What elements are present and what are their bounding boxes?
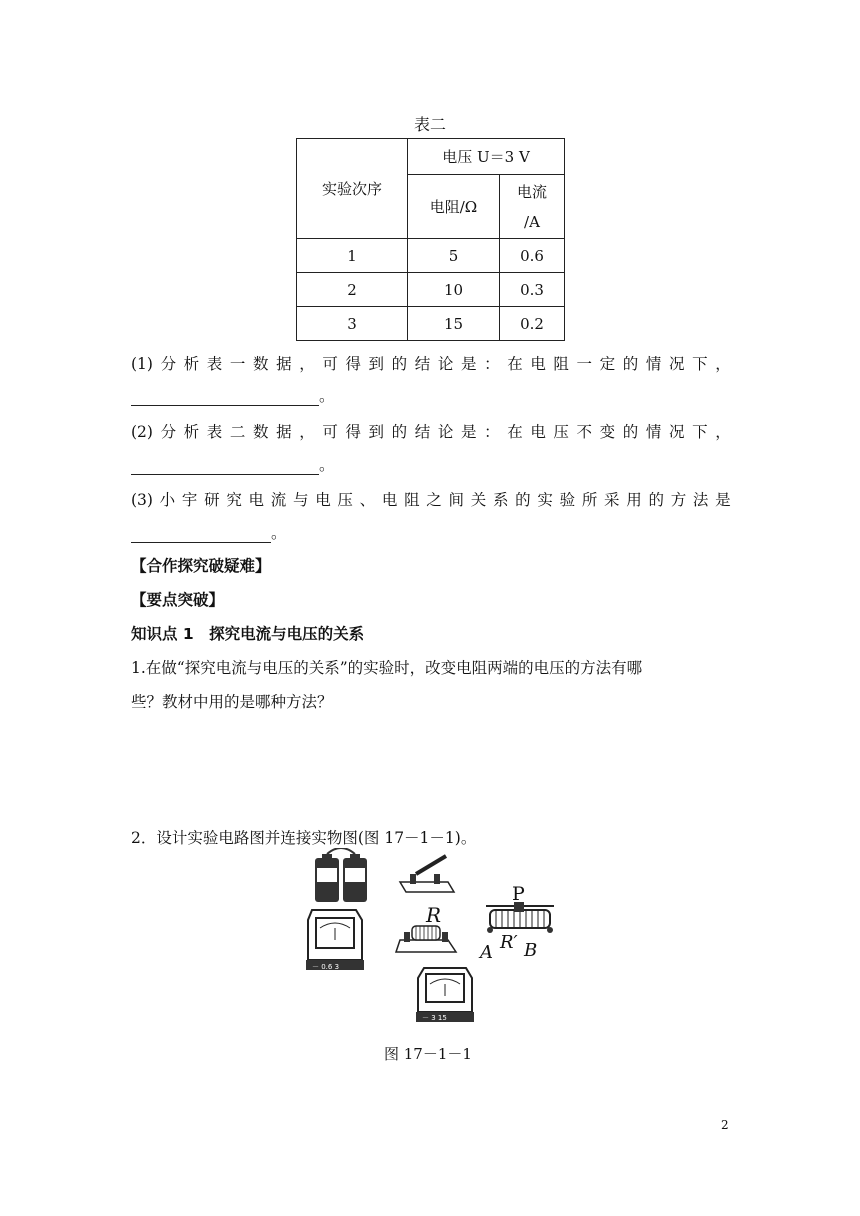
header-current-line1: 电流 (516, 182, 547, 201)
data-table (296, 138, 565, 341)
voltmeter-icon[interactable] (416, 968, 474, 1022)
row2-resistance: 10 (408, 273, 500, 307)
question-2-line1: (2) 分 析 表 二 数 据 ， 可 得 到 的 结 论 是 ： 在 电 压 不 变 的 情 况 下 ， (131, 423, 731, 441)
header-voltage: 电压 U＝3 V (408, 139, 565, 175)
row3-order: 3 (297, 307, 408, 341)
row1-current: 0.6 (500, 239, 565, 273)
section-key-points: 【要点突破】 (131, 591, 225, 609)
answer-blank-3[interactable] (131, 528, 271, 543)
row3-resistance: 15 (408, 307, 500, 341)
label-A: A (480, 942, 493, 963)
rheostat-icon[interactable] (478, 883, 554, 963)
label-P: P (512, 883, 525, 905)
row3-current: 0.2 (500, 307, 565, 341)
header-current-line2: /A (524, 212, 540, 231)
question-3-answer: 。 (131, 523, 287, 543)
table-title: 表二 (414, 115, 447, 134)
ammeter-icon[interactable] (306, 910, 364, 971)
row2-current: 0.3 (500, 273, 565, 307)
header-resistance: 电阻/Ω (408, 175, 500, 239)
page-number: 2 (721, 1118, 729, 1132)
answer-blank-2[interactable] (131, 460, 319, 475)
switch-icon[interactable] (400, 856, 454, 892)
label-R: R (426, 903, 442, 927)
item-1-line1: 1.在做“探究电流与电压的关系”的实验时，改变电阻两端的电压的方法有哪 (131, 659, 643, 677)
voltmeter-scale: － 3 15 (422, 1014, 447, 1022)
header-current (500, 175, 565, 239)
question-3-line1: (3) 小 宇 研 究 电 流 与 电 压 、 电 阻 之 间 关 系 的 实 验 所 采 用 的 方 法 是 (131, 491, 731, 509)
battery-icon[interactable] (315, 848, 367, 902)
question-1-line1: (1) 分 析 表 一 数 据 ， 可 得 到 的 结 论 是 ： 在 电 阻 一 定 的 情 况 下 ， (131, 355, 731, 373)
row2-order: 2 (297, 273, 408, 307)
figure-caption: 图 17－1－1 (384, 1045, 472, 1063)
item-2: 2．设计实验电路图并连接实物图(图 17－1－1)。 (131, 829, 477, 847)
answer-blank-1[interactable] (131, 391, 319, 406)
section-cooperate: 【合作探究破疑难】 (131, 557, 271, 575)
label-Rprime: R′ (500, 932, 518, 953)
knowledge-point-heading: 知识点 1 探究电流与电压的关系 (131, 625, 365, 643)
question-2-answer: 。 (131, 455, 335, 475)
resistor-icon[interactable] (396, 903, 456, 952)
circuit-components-figure (300, 848, 560, 1024)
item-1-line2: 些？教材中用的是哪种方法？ (131, 693, 333, 711)
header-order: 实验次序 (297, 139, 408, 239)
label-B: B (524, 940, 538, 961)
row1-order: 1 (297, 239, 408, 273)
ammeter-scale: － 0.6 3 (312, 963, 340, 971)
question-1-answer: 。 (131, 386, 335, 406)
row1-resistance: 5 (408, 239, 500, 273)
